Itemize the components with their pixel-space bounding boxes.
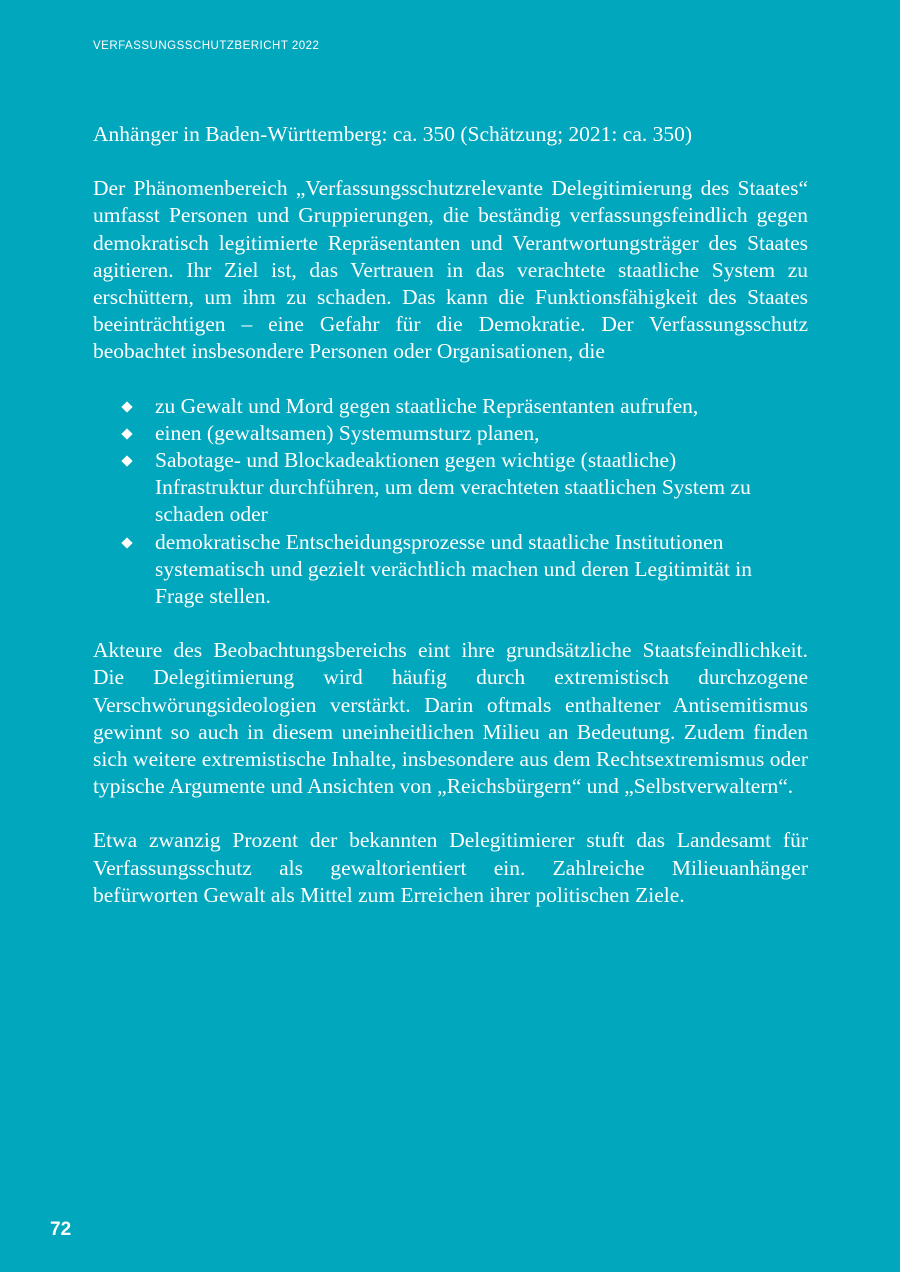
bullet-text: zu Gewalt und Mord gegen staatliche Repräsentanten aufrufen, — [155, 393, 699, 418]
diamond-bullet-icon — [121, 455, 132, 466]
diamond-bullet-icon — [121, 428, 132, 439]
running-header: VERFASSUNGSSCHUTZBERICHT 2022 — [93, 40, 320, 52]
bullet-item — [93, 420, 775, 447]
diamond-bullet-icon — [121, 537, 132, 548]
paragraph-gewaltorientierung: Etwa zwanzig Prozent der bekannten Delegitimierer stuft das Landesamt für Verfassungsschutz als gewaltorientiert ein. Zahlreiche Milieuanhänger befürworten Gewalt als Mittel zum Erreichen ihrer politischen Ziele. — [93, 828, 808, 907]
bullet-item — [93, 529, 775, 611]
page-number: 72 — [50, 1219, 72, 1240]
bullet-item — [93, 393, 775, 420]
diamond-bullet-icon — [121, 401, 132, 412]
bullet-text: demokratische Entscheidungsprozesse und staatliche Institutionen systematisch und gezielt verächtlich machen und deren Legitimität in Frage stellen. — [155, 529, 753, 609]
bullet-text: einen (gewaltsamen) Systemumsturz planen, — [155, 420, 540, 445]
bullet-list — [93, 393, 808, 611]
bullet-text: Sabotage- und Blockadeaktionen gegen wichtige (staatliche) Infrastruktur durchführen, um dem verachteten staatlichen System zu schaden oder — [155, 448, 751, 527]
paragraph-staatsfeindlichkeit: Akteure des Beobachtungsbereichs eint ihre grundsätzliche Staatsfeindlichkeit. Die Delegitimierung wird häufig durch extremistisch durchzogene Verschwörungsideologien verstärkt. Darin oftmals enthaltener Antisemitismus gewinnt so auch in diesem uneinheitlichen Milieu an Bedeutung. Zudem finden sich weitere extremistische Inhalte, insbesondere aus dem Rechtsextremismus oder typische Argumente und Ansichten von „Reichsbürgern“ und „Selbstverwaltern“. — [93, 638, 808, 799]
bullet-item — [93, 447, 775, 529]
page-content — [93, 121, 808, 909]
supporters-count-line: Anhänger in Baden-Württemberg: ca. 350 (Schätzung; 2021: ca. 350) — [93, 122, 693, 146]
intro-paragraph: Der Phänomenbereich „Verfassungsschutzrelevante Delegitimierung des Staates“ umfasst Personen und Gruppierungen, die beständig verfassungsfeindlich gegen demokratisch legitimierte Repräsentanten und Verantwortungsträger des Staates agitieren. Ihr Ziel ist, das Vertrauen in das verachtete staatliche System zu erschüttern, um ihm zu schaden. Das kann die Funktionsfähigkeit des Staates beeinträchtigen – eine Gefahr für die Demokratie. Der Verfassungsschutz beobachtet insbesondere Personen oder Organisationen, die — [93, 176, 808, 364]
